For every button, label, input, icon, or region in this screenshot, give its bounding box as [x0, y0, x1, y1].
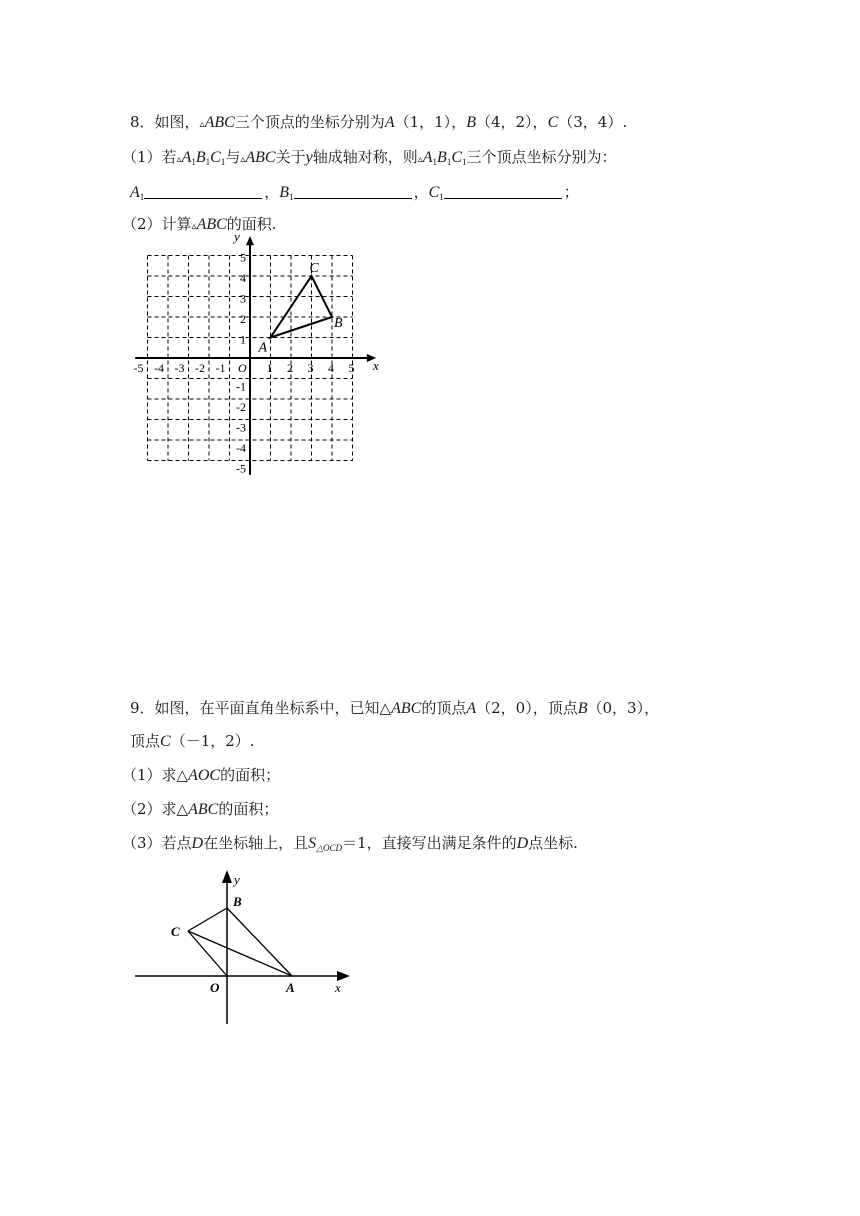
- stem-text: 三个顶点的坐标分别为: [234, 113, 385, 131]
- c1-answer-blank[interactable]: [444, 184, 562, 199]
- text: 点坐标.: [528, 834, 578, 852]
- a1-label: A: [130, 184, 140, 201]
- triangle-name: ABC: [188, 801, 219, 818]
- a1-answer-blank[interactable]: [144, 184, 262, 199]
- a1-label: A: [181, 149, 192, 166]
- y-axis-arrow-icon: [246, 236, 254, 245]
- y-axis-arrow-icon: [222, 870, 232, 883]
- y-axis-label: y: [234, 872, 240, 887]
- y-var: y: [305, 149, 313, 166]
- a1-label: A: [422, 149, 433, 166]
- segment-co: [188, 931, 227, 976]
- q9-stem-line1: [130, 698, 659, 719]
- segment-ca: [188, 931, 292, 976]
- triangle-name: AOC: [188, 767, 221, 784]
- point-a-label: A: [384, 114, 395, 131]
- point-c-coord: （－1，2）.: [170, 732, 255, 750]
- q9-part2: [122, 799, 278, 820]
- q9-coordinate-figure: [130, 868, 360, 1033]
- y-tick-label: -1: [236, 379, 246, 394]
- y-tick-label: 4: [240, 271, 246, 285]
- x-tick-label: 3: [307, 361, 314, 375]
- subscript: 1: [446, 157, 452, 167]
- text: 在坐标轴上，且: [203, 834, 309, 852]
- point-c-label: C: [160, 733, 171, 750]
- q8-stem: [130, 112, 627, 135]
- triangle-name: ABC: [196, 216, 227, 233]
- text: 的面积；: [218, 800, 279, 818]
- q8-coordinate-figure: [130, 229, 380, 486]
- part-number: （1）求△: [122, 766, 189, 784]
- point-a-label: A: [466, 700, 477, 717]
- segment-ba: [227, 908, 292, 976]
- part-number: （1）若: [122, 148, 177, 166]
- y-tick-label: -5: [236, 461, 246, 476]
- point-c-label: C: [171, 924, 180, 939]
- y-tick-label: -4: [236, 441, 246, 455]
- x-tick-label: -5: [133, 361, 144, 375]
- text: 关于: [275, 148, 306, 166]
- y-tick-label: -2: [236, 400, 246, 414]
- text: 顶点: [130, 732, 161, 750]
- y-tick-label: 5: [240, 250, 246, 265]
- semicolon: ；: [563, 183, 579, 201]
- comma: ，: [413, 183, 429, 201]
- point-a-label: A: [286, 980, 295, 995]
- q8-number: 8．如图，: [130, 113, 200, 131]
- origin-label: O: [210, 980, 220, 995]
- subscript: 1: [139, 192, 145, 202]
- triangle-symbol: ▵: [191, 221, 197, 232]
- c1-label: C: [428, 184, 440, 201]
- subscript: 1: [289, 192, 294, 202]
- c1-label: C: [451, 149, 462, 166]
- x-tick-label: -2: [195, 361, 205, 375]
- point-b-label: B: [577, 700, 588, 717]
- x-tick-label: 5: [348, 361, 355, 375]
- text: ＝1，直接写出满足条件的: [342, 834, 517, 852]
- q8-part2: [122, 214, 277, 237]
- point-c-coord: （3，4）.: [558, 113, 628, 131]
- x-tick-label: -3: [174, 361, 185, 375]
- subscript: 1: [439, 192, 444, 202]
- triangle-symbol: ▵: [417, 154, 423, 165]
- comma: ，: [264, 183, 280, 201]
- triangle-name: ABC: [204, 114, 235, 131]
- q8-part1: [122, 147, 617, 172]
- subscript: 1: [191, 157, 196, 167]
- q9-part1: [122, 765, 280, 786]
- point-d-label: D: [191, 835, 204, 852]
- b1-label: B: [195, 149, 206, 166]
- y-tick-label: 3: [240, 291, 246, 306]
- triangle-name: ABC: [245, 149, 276, 166]
- subscript: △OCD: [316, 843, 343, 853]
- point-a-coord: （1，1），: [394, 113, 467, 131]
- point-b-coord: （4，2），: [475, 113, 548, 131]
- x-axis-label: x: [373, 358, 379, 373]
- origin-label: O: [238, 361, 247, 375]
- subscript: 1: [220, 157, 226, 167]
- b1-label: B: [279, 184, 290, 201]
- x-tick-label: 1: [266, 361, 273, 375]
- x-tick-label: -1: [215, 361, 226, 375]
- part-number: （2）求△: [122, 800, 189, 818]
- triangle-symbol: ▵: [240, 154, 246, 165]
- x-tick-label: 2: [287, 361, 293, 375]
- triangle-name: ABC: [391, 700, 422, 717]
- subscript: 1: [205, 157, 211, 167]
- triangle-abc: [271, 276, 333, 338]
- c1-label: C: [210, 149, 221, 166]
- b1-label: B: [437, 149, 447, 166]
- area-symbol: S: [308, 835, 317, 852]
- x-axis-label: x: [335, 980, 341, 995]
- triangle-symbol: ▵: [199, 119, 205, 130]
- triangle-symbol: ▵: [176, 154, 182, 165]
- subscript: 1: [432, 157, 438, 167]
- text: 轴成轴对称，则: [312, 148, 418, 166]
- b1-answer-blank[interactable]: [294, 184, 412, 199]
- x-tick-label: -4: [154, 361, 164, 375]
- y-tick-label: -3: [236, 420, 246, 435]
- text: 与: [225, 148, 241, 166]
- point-b-label: B: [466, 114, 476, 131]
- point-a-label: A: [258, 340, 268, 356]
- text: 的面积.: [226, 215, 277, 233]
- x-tick-label: 4: [328, 361, 334, 375]
- point-c-label: C: [547, 114, 559, 131]
- text: 三个顶点坐标分别为：: [466, 148, 617, 166]
- part-number: （3）若点: [122, 834, 192, 852]
- q9-part3: [122, 833, 578, 858]
- part-number: （2）计算: [122, 215, 192, 233]
- q9-stem-line2: [130, 731, 255, 752]
- y-axis-label: y: [234, 229, 240, 245]
- point-b-coord: （0，3），: [587, 699, 660, 717]
- point-b-label: B: [334, 316, 343, 331]
- y-tick-label: 2: [240, 312, 246, 326]
- y-tick-label: 1: [240, 332, 246, 347]
- subscript: 1: [461, 157, 467, 167]
- point-c-label: C: [309, 261, 319, 276]
- segment-cb: [188, 908, 227, 931]
- text: 的顶点: [421, 699, 467, 717]
- point-b-label: B: [233, 894, 242, 909]
- q9-number: 9．如图，在平面直角坐标系中，已知△: [130, 699, 392, 717]
- q8-answer-blanks: [130, 182, 579, 207]
- point-d-label: D: [516, 835, 529, 852]
- point-a-coord: （2，0），顶点: [476, 699, 578, 717]
- text: 的面积；: [220, 766, 281, 784]
